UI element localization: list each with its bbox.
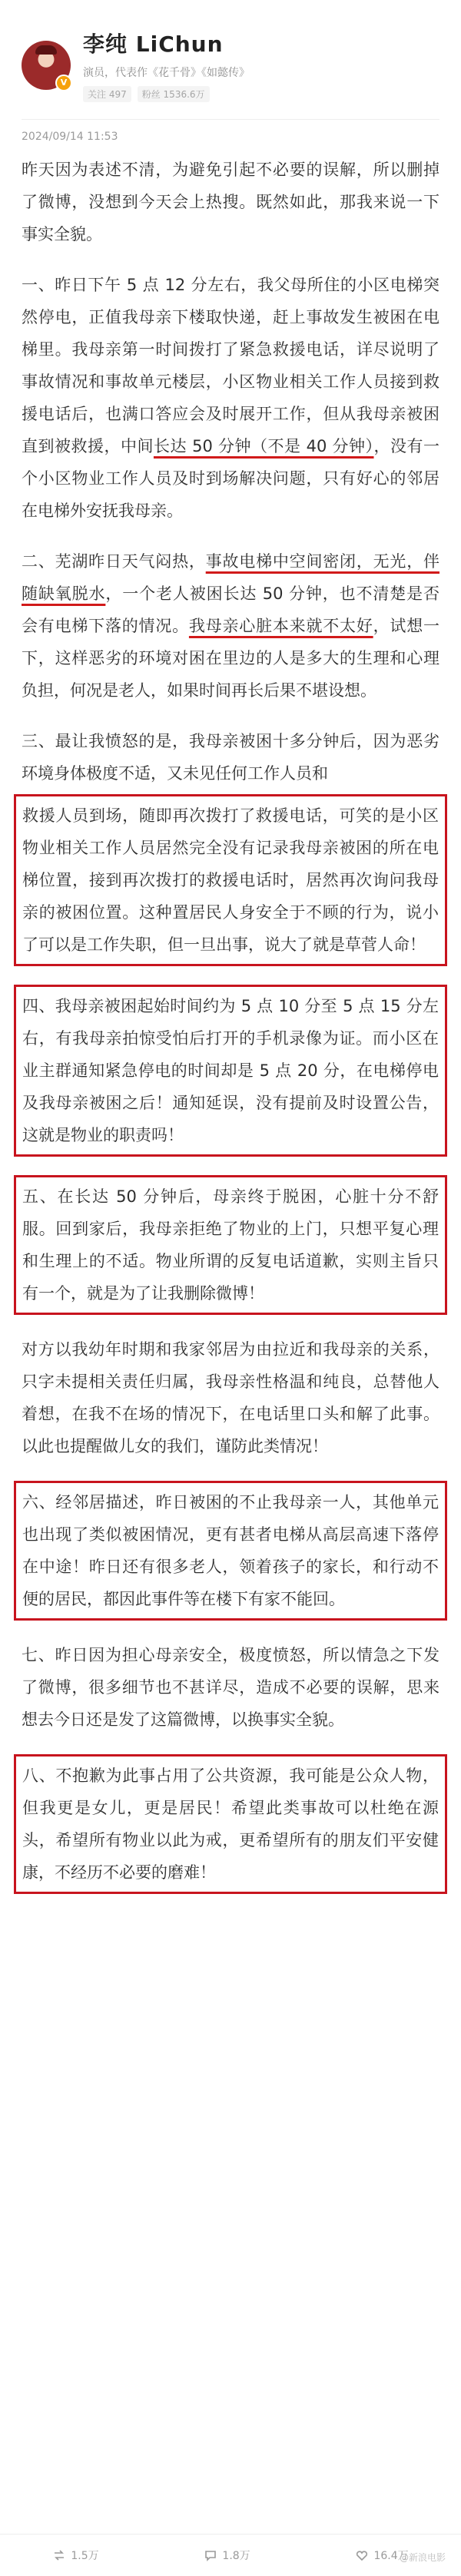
followers-count[interactable]: 粉丝 1536.6万	[138, 86, 210, 102]
profile-header	[22, 0, 439, 102]
underlined-text: 长达 50 分钟（不是 40 分钟）	[153, 437, 374, 455]
comment-icon	[204, 2548, 217, 2562]
post-paragraph	[14, 794, 447, 966]
post-paragraph	[22, 269, 439, 527]
like-count: 16.4万	[373, 2550, 409, 2562]
underlined-text: 事故电梯中空间密闭，无光，伴随缺氧脱水	[22, 552, 440, 603]
post-paragraph	[22, 545, 439, 707]
underlined-text: 我母亲心脏本来就不太好	[188, 617, 373, 635]
paragraph-text: 七、昨日因为担心母亲安全，极度愤怒，所以情急之下发了微博，很多细节也不甚详尽，造成不必要的误解，思来想去今日还是发了这篇微博，以换事实全貌。	[22, 1646, 439, 1729]
paragraph-text: 四、我母亲被困起始时间约为 5 点 10 分至 5 点 15 分左右，有我母亲拍惊受怕后打开的手机录像为证。而小区在业主群通知紧急停电的时间却是 5 点 20 分，在电梯停电及我母亲被困之后！通知延误，没有提前及时设置公告，这就是物业的职责吗！	[22, 997, 439, 1144]
post-paragraph	[22, 1333, 439, 1462]
post-paragraph	[14, 1175, 447, 1315]
paragraph-text: 一、昨日下午 5 点 12 分左右，我父母所住的小区电梯突然停电，正值我母亲下楼取快递，赶上事故发生被困在电梯里。我母亲第一时间拨打了紧急救援电话，详尽说明了事故情况和事故单元楼层，小区物业相关工作人员接到救援电话后，也满口答应会及时展开工作，但从我母亲被困直到被救援，中间	[22, 276, 439, 455]
verified-badge: V	[55, 74, 72, 91]
post-paragraph	[22, 1639, 439, 1736]
paragraph-text: 救援人员到场，随即再次拨打了救援电话，可笑的是小区物业相关工作人员居然完全没有记录我母亲被困的所在电梯位置，接到再次拨打的救援电话时，居然再次询问我母亲的被困位置。这种置居民人身安全于不顾的行为，说小了可以是工作失职，但一旦出事，说大了就是草菅人命！	[22, 806, 439, 954]
like-icon	[355, 2548, 369, 2562]
post-content	[22, 154, 439, 1894]
post-paragraph	[22, 725, 439, 790]
avatar[interactable]	[22, 41, 71, 90]
verified-description: 演员，代表作《花千骨》《如懿传》	[83, 67, 250, 79]
comment-button[interactable]	[204, 2548, 250, 2563]
comment-count: 1.8万	[222, 2550, 250, 2562]
paragraph-text: 五、在长达 50 分钟后，母亲终于脱困，心脏十分不舒服。回到家后，我母亲拒绝了物业的上门，只想平复心理和生理上的不适。物业所谓的反复电话道歉，实则主旨只有一个，就是为了让我删除微博！	[22, 1187, 439, 1303]
paragraph-text: 三、最让我愤怒的是，我母亲被困十多分钟后，因为恶劣环境身体极度不适，又未见任何工作人员和	[22, 732, 439, 783]
post-timestamp: 2024/09/14 11:53	[22, 131, 118, 143]
repost-button[interactable]	[52, 2548, 98, 2563]
following-count[interactable]: 关注 497	[83, 86, 131, 102]
user-info	[83, 28, 250, 102]
paragraph-text: ，没有一个小区物业工作人员及时到场解决问题，只有好心的邻居在电梯外安抚我母亲。	[22, 437, 439, 520]
divider	[22, 119, 439, 120]
paragraph-text: ，一个老人被困长达 50 分钟，也不清楚是否会有电梯下落的情况。	[22, 584, 439, 635]
post-paragraph	[22, 154, 439, 250]
bottom-action-bar	[0, 2534, 461, 2576]
paragraph-text: 对方以我幼年时期和我家邻居为由拉近和我母亲的关系，只字未提相关责任归属，我母亲性格温和纯良，总替他人着想，在我不在场的情况下，在电话里口头和解了此事。以此也提醒做儿女的我们，谨防此类情况！	[22, 1340, 439, 1455]
post-paragraph	[14, 1481, 447, 1621]
paragraph-text: ，试想一下，这样恶劣的环境对困在里边的人是多大的生理和心理负担，何况是老人，如果时间再长后果不堪设想。	[22, 617, 440, 700]
paragraph-text: 八、不抱歉为此事占用了公共资源，我可能是公众人物，但我更是女儿，更是居民！希望此类事故可以杜绝在源头，希望所有物业以此为戒，更希望所有的朋友们平安健康，不经历不必要的磨难！	[22, 1766, 439, 1882]
repost-count: 1.5万	[71, 2550, 99, 2562]
watermark: @新浪电影	[399, 2552, 446, 2563]
post-paragraph	[14, 1754, 447, 1894]
post-paragraph	[14, 985, 447, 1157]
paragraph-text: 昨天因为表述不清，为避免引起不必要的误解，所以删掉了微博，没想到今天会上热搜。既然如此，那我来说一下事实全貌。	[22, 161, 439, 243]
profile-stats	[83, 86, 250, 102]
user-name[interactable]: 李纯 LiChun	[83, 31, 224, 57]
repost-icon	[52, 2548, 66, 2562]
paragraph-text: 六、经邻居描述，昨日被困的不止我母亲一人，其他单元也出现了类似被困情况，更有甚者电梯从高层高速下落停在中途！昨日还有很多老人，领着孩子的家长，和行动不便的居民，都因此事件等在楼下有家不能回。	[22, 1493, 439, 1608]
paragraph-text: 二、芜湖昨日天气闷热，	[22, 552, 206, 571]
